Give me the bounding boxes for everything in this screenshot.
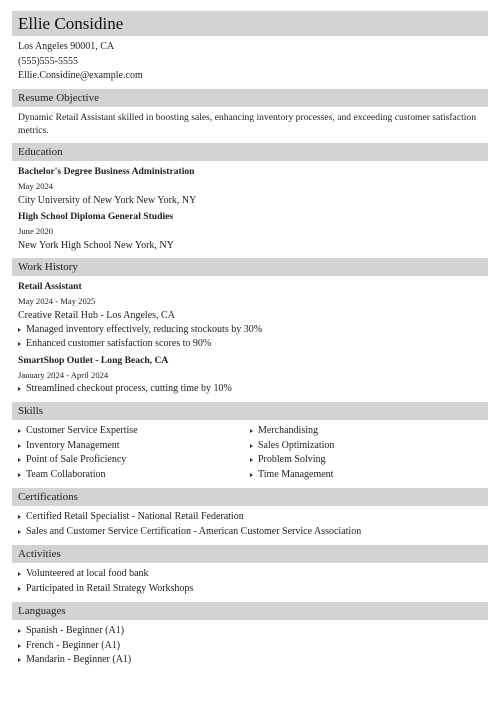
- skill-text: Team Collaboration: [26, 468, 106, 480]
- list-item: [250, 439, 482, 454]
- education-school: New York High School New York, NY: [18, 239, 174, 251]
- skill-text: Point of Sale Proficiency: [26, 454, 127, 465]
- bullet-text: Managed inventory effectively, reducing stockouts by 30%: [26, 323, 263, 335]
- section-header-certifications: Certifications: [12, 488, 488, 506]
- list-item: [18, 624, 482, 639]
- job-role: SmartShop Outlet - Long Beach, CA: [18, 354, 169, 366]
- skill-text: Problem Solving: [258, 454, 326, 465]
- education-date: June 2020: [18, 225, 54, 236]
- list-item: [18, 582, 482, 597]
- list-item: [18, 525, 482, 540]
- section-skills: [12, 420, 488, 482]
- education-school: City University of New York New York, NY: [18, 194, 197, 206]
- list-item: [18, 323, 482, 338]
- list-item: [250, 424, 482, 439]
- bullet-icon: [18, 387, 21, 391]
- bullet-text: Enhanced customer satisfaction scores to 90%: [26, 338, 212, 349]
- bullet-icon: [250, 458, 253, 462]
- list-item: [18, 510, 482, 525]
- language-text: French - Beginner (A1): [26, 639, 121, 651]
- list-item: [18, 453, 250, 468]
- contact-phone: (555)555-5555: [18, 55, 78, 67]
- language-text: Mandarin - Beginner (A1): [26, 654, 132, 665]
- education-date: May 2024: [18, 180, 54, 191]
- list-item: [18, 424, 250, 439]
- skills-right-column: [250, 424, 482, 482]
- bullet-icon: [18, 629, 21, 633]
- bullet-icon: [250, 444, 253, 448]
- job-bullets: [18, 382, 482, 397]
- section-header-activities: Activities: [12, 545, 488, 563]
- list-item: [250, 453, 482, 468]
- section-education: [12, 161, 488, 253]
- education-degree: Bachelor's Degree Business Administration: [18, 165, 195, 177]
- list-item: [18, 468, 250, 483]
- list-item: [18, 567, 482, 582]
- section-header-objective: Resume Objective: [12, 89, 488, 107]
- activities-list: [18, 567, 482, 596]
- bullet-icon: [18, 342, 21, 346]
- bullet-icon: [18, 587, 21, 591]
- bullet-icon: [18, 328, 21, 332]
- contact-address: Los Angeles 90001, CA: [18, 41, 115, 52]
- objective-text: Dynamic Retail Assistant skilled in boosting sales, enhancing inventory processes, and exceeding customer satisfaction metrics.: [18, 111, 476, 136]
- job-entry: [18, 280, 482, 352]
- skill-text: Merchandising: [258, 425, 318, 436]
- section-header-skills: Skills: [12, 402, 488, 420]
- list-item: [18, 639, 482, 654]
- list-item: [18, 337, 482, 352]
- bullet-text: Streamlined checkout process, cutting time by 10%: [26, 382, 232, 394]
- section-header-languages: Languages: [12, 602, 488, 620]
- bullet-icon: [18, 658, 21, 662]
- skills-left-column: [18, 424, 250, 482]
- languages-list: [18, 624, 482, 668]
- education-degree: High School Diploma General Studies: [18, 210, 174, 222]
- section-work-history: [12, 276, 488, 397]
- activity-text: Volunteered at local food bank: [26, 568, 149, 579]
- contact-email: Ellie.Considine@example.com: [18, 70, 143, 81]
- education-entry: [18, 210, 482, 253]
- bullet-icon: [250, 473, 253, 477]
- bullet-icon: [18, 473, 21, 477]
- bullet-icon: [18, 644, 21, 648]
- bullet-icon: [18, 572, 21, 576]
- list-item: [18, 653, 482, 668]
- skill-text: Customer Service Expertise: [26, 425, 138, 436]
- bullet-icon: [18, 530, 21, 534]
- bullet-icon: [18, 458, 21, 462]
- job-entry: [18, 354, 482, 397]
- list-item: [18, 382, 482, 397]
- section-objective: [12, 107, 488, 138]
- section-header-work-history: Work History: [12, 258, 488, 276]
- skill-text: Time Management: [258, 468, 334, 480]
- activity-text: Participated in Retail Strategy Workshops: [26, 582, 194, 594]
- certification-text: Sales and Customer Service Certification - American Customer Service Association: [26, 525, 362, 537]
- education-entry: [18, 165, 482, 208]
- job-bullets: [18, 323, 482, 352]
- certification-text: Certified Retail Specialist - National Retail Federation: [26, 511, 244, 522]
- list-item: [250, 468, 482, 483]
- bullet-icon: [18, 444, 21, 448]
- skill-text: Sales Optimization: [258, 439, 335, 451]
- skill-text: Inventory Management: [26, 439, 120, 451]
- section-languages: [12, 620, 488, 668]
- job-dates: January 2024 - April 2024: [18, 369, 109, 380]
- bullet-icon: [18, 429, 21, 433]
- list-item: [18, 439, 250, 454]
- bullet-icon: [18, 515, 21, 519]
- section-activities: [12, 563, 488, 596]
- job-dates: May 2024 - May 2025: [18, 295, 96, 306]
- section-header-education: Education: [12, 143, 488, 161]
- section-certifications: [12, 506, 488, 539]
- contact-block: [12, 36, 488, 84]
- certifications-list: [18, 510, 482, 539]
- language-text: Spanish - Beginner (A1): [26, 625, 125, 636]
- bullet-icon: [250, 429, 253, 433]
- job-company: Creative Retail Hub - Los Angeles, CA: [18, 309, 175, 321]
- name-header: Ellie Considine: [12, 11, 488, 36]
- job-role: Retail Assistant: [18, 280, 82, 292]
